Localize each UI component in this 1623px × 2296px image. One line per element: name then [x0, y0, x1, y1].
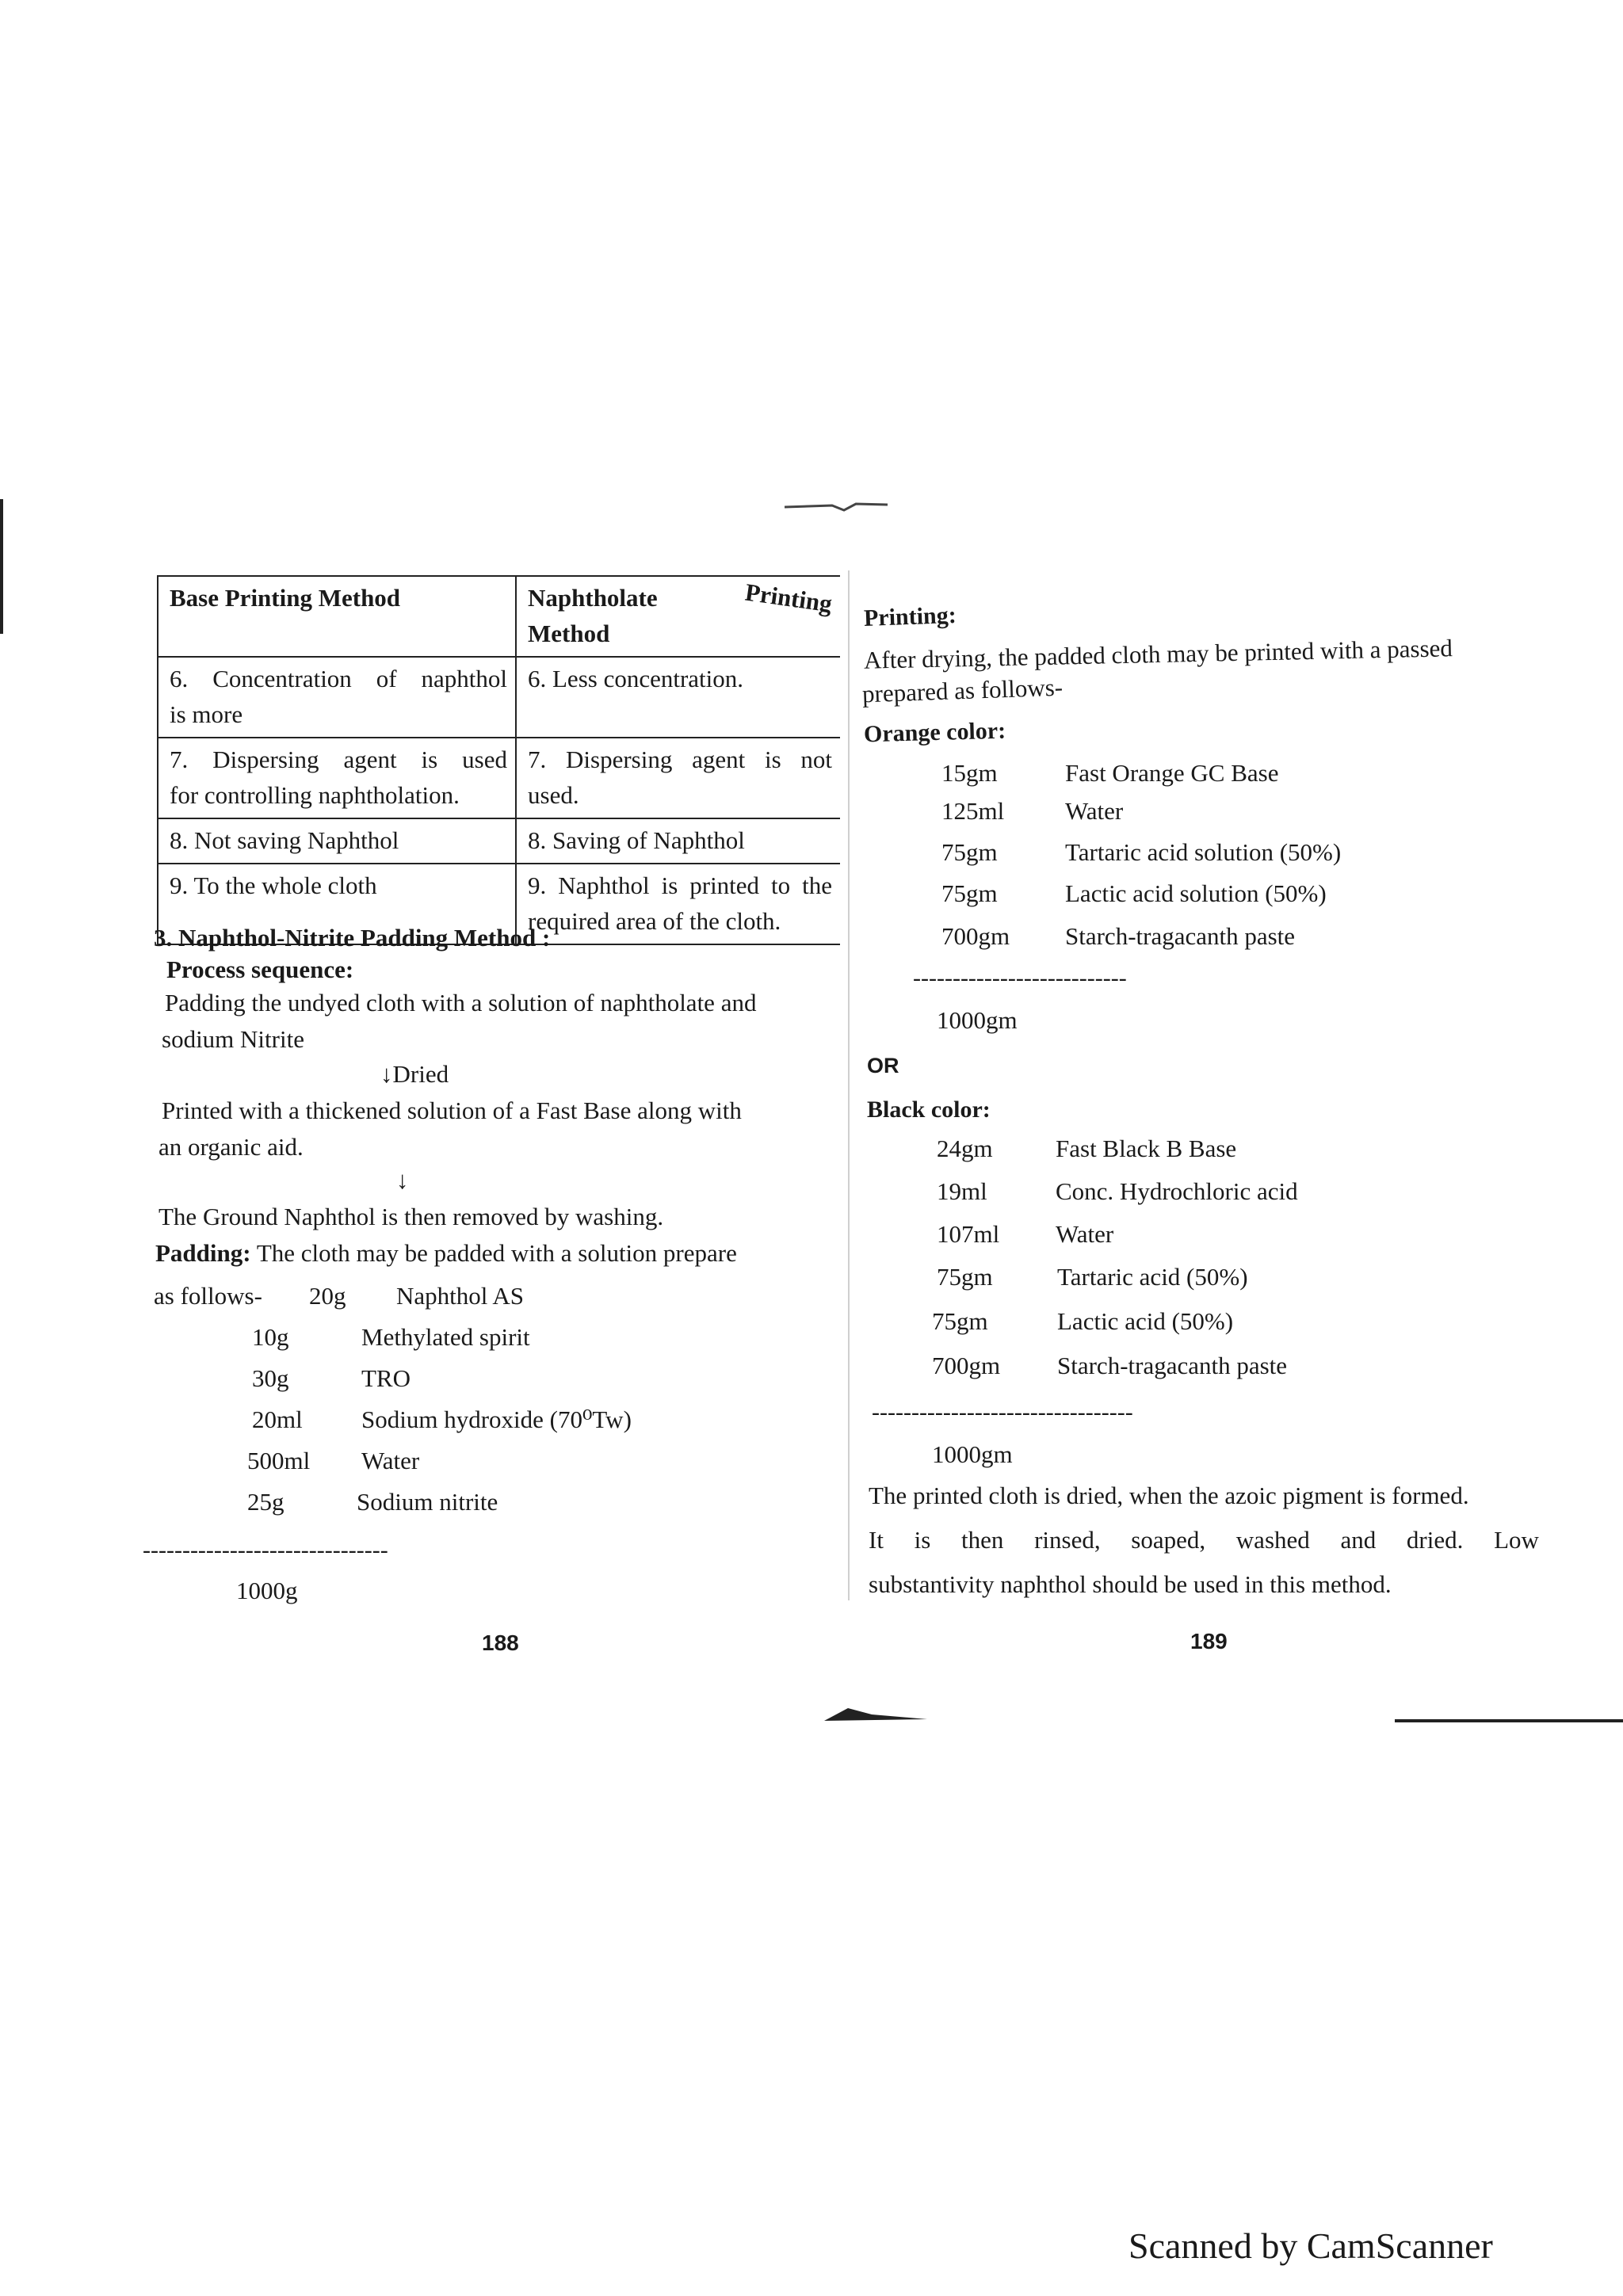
recipe-qty: 125ml — [941, 797, 1005, 825]
table-header-cell: Base Printing Method — [158, 576, 516, 657]
binding-mark-top — [785, 502, 888, 513]
recipe-total: 1000gm — [932, 1440, 1013, 1468]
arrow-down-icon: ↓ — [396, 1166, 409, 1194]
page-number-right: 189 — [1190, 1629, 1228, 1653]
page-gutter — [848, 570, 850, 1600]
recipe-item: Fast Orange GC Base — [1065, 759, 1279, 787]
recipe-qty: 75gm — [932, 1307, 988, 1335]
recipe-item: Starch-tragacanth paste — [1057, 1352, 1288, 1379]
recipe-item: Tartaric acid (50%) — [1057, 1263, 1248, 1291]
process-line: Padding the undyed cloth with a solution of naphtholate and — [165, 989, 757, 1016]
table-row — [158, 818, 840, 864]
black-color-label: Black color: — [867, 1097, 991, 1123]
table-row — [158, 657, 840, 738]
closing-line: The printed cloth is dried, when the azoic pigment is formed. — [869, 1482, 1469, 1509]
recipe-qty: 107ml — [937, 1220, 1000, 1248]
recipe-divider: --------------------------------- — [872, 1399, 1133, 1425]
padding-text: The cloth may be padded with a solution prepare — [256, 1239, 737, 1267]
ground-naphthol-text: The Ground Naphthol is then removed by washing. — [158, 1203, 664, 1230]
dried-step: ↓Dried — [380, 1060, 449, 1088]
recipe-qty: 20ml — [252, 1405, 303, 1433]
header-text: Method — [528, 620, 610, 647]
recipe-divider: ------------------------------- — [143, 1537, 388, 1563]
recipe-qty: 25g — [247, 1488, 285, 1516]
closing-line: substantivity naphthol should be used in this method. — [869, 1570, 1392, 1598]
recipe-total: 1000g — [236, 1577, 298, 1604]
table-header-cell — [516, 576, 840, 657]
recipe-qty: 75gm — [937, 1263, 993, 1291]
recipe-item: Water — [361, 1447, 420, 1474]
padding-label: Padding: — [155, 1239, 251, 1267]
recipe-qty: 10g — [252, 1323, 289, 1351]
recipe-qty: 700gm — [941, 922, 1010, 950]
recipe-qty: 75gm — [941, 838, 998, 866]
table-cell: 9. To the whole cloth — [158, 864, 516, 944]
process-label: Process sequence: — [166, 955, 354, 983]
scanner-credit: Scanned by CamScanner — [1128, 2225, 1493, 2266]
recipe-qty: 500ml — [247, 1447, 311, 1474]
closing-line: It is then rinsed, soaped, washed and dried. Low — [869, 1526, 1539, 1554]
table-cell: 6. Less concentration. — [516, 657, 840, 738]
header-text: Printing — [743, 578, 834, 618]
table-cell: 9. Naphthol is printed to the required area of the cloth. — [516, 864, 840, 944]
recipe-item: Methylated spirit — [361, 1323, 530, 1351]
recipe-item: Naphthol AS — [396, 1282, 525, 1310]
recipe-qty: 75gm — [941, 879, 998, 907]
recipe-qty: 19ml — [937, 1177, 987, 1205]
table-row — [158, 738, 840, 818]
recipe-total: 1000gm — [937, 1006, 1018, 1034]
printing-line: prepared as follows- — [861, 673, 1064, 708]
recipe-item: Water — [1065, 797, 1124, 825]
recipe-qty: 15gm — [941, 759, 998, 787]
printing-label: Printing: — [863, 601, 957, 632]
recipe-qty: 30g — [252, 1364, 289, 1392]
table-cell: 8. Saving of Naphthol — [516, 818, 840, 864]
as-follows: as follows- — [154, 1282, 262, 1310]
recipe-item: Fast Black B Base — [1056, 1135, 1237, 1162]
section-title: 3. Naphthol-Nitrite Padding Method : — [154, 924, 551, 952]
recipe-item: Conc. Hydrochloric acid — [1056, 1177, 1298, 1205]
recipe-item: Lactic acid (50%) — [1057, 1307, 1234, 1335]
recipe-item: Water — [1056, 1220, 1114, 1248]
binding-mark-bottom — [824, 1703, 927, 1722]
page-number-left: 188 — [482, 1630, 519, 1655]
recipe-item: Lactic acid solution (50%) — [1065, 879, 1327, 907]
table-header-row — [158, 576, 840, 657]
table-cell: 8. Not saving Naphthol — [158, 818, 516, 864]
table-cell: 7. Dispersing agent is used for controlling naphtholation. — [158, 738, 516, 818]
table-cell: 7. Dispersing agent is not used. — [516, 738, 840, 818]
recipe-item: TRO — [361, 1364, 411, 1392]
table-cell: 6. Concentration of naphthol is more — [158, 657, 516, 738]
comparison-table — [157, 575, 840, 945]
orange-color-label: Orange color: — [863, 717, 1006, 748]
printing-line: After drying, the padded cloth may be printed with a passed — [863, 634, 1453, 674]
or-separator: OR — [867, 1054, 899, 1077]
recipe-qty: 24gm — [937, 1135, 993, 1162]
printed-line: an organic aid. — [158, 1133, 304, 1161]
recipe-qty: 20g — [309, 1282, 346, 1310]
header-text: Naphtholate — [528, 584, 658, 612]
printed-line: Printed with a thickened solution of a Fast Base along with — [162, 1097, 742, 1124]
bottom-rule — [1395, 1719, 1623, 1722]
recipe-divider: --------------------------- — [913, 965, 1127, 991]
page-edge-shadow — [0, 499, 3, 634]
recipe-item: Sodium nitrite — [357, 1488, 498, 1516]
process-line: sodium Nitrite — [162, 1025, 304, 1053]
recipe-item: Starch-tragacanth paste — [1065, 922, 1296, 950]
recipe-qty: 700gm — [932, 1352, 1001, 1379]
recipe-item: Sodium hydroxide (70⁰Tw) — [361, 1405, 632, 1433]
recipe-item: Tartaric acid solution (50%) — [1065, 838, 1342, 866]
